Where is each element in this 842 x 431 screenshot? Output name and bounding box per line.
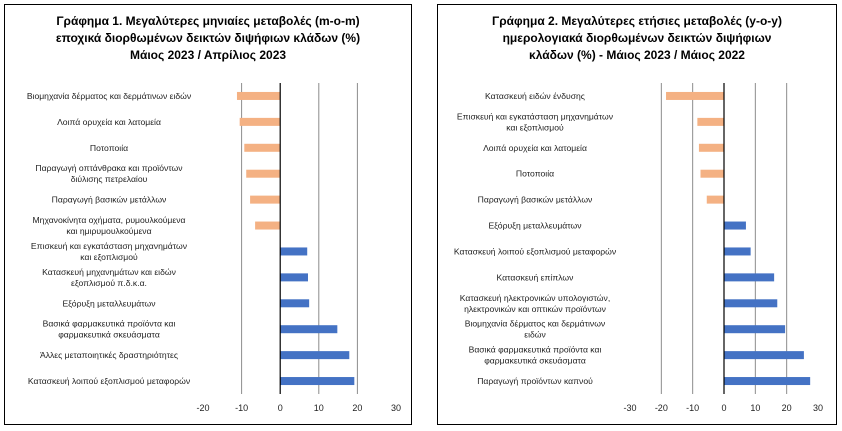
bar-6 [724,247,751,255]
x-tick-label-2: 0 [277,403,283,413]
bar-11 [724,377,810,385]
bar-0 [666,92,724,100]
x-tick-label-6: 30 [812,403,824,413]
bar-3 [246,170,280,178]
category-label-8-line-0: Εξόρυξη μεταλλευμάτων [62,298,156,309]
category-label-3 [516,169,554,179]
x-tick-label-1: -10 [235,403,249,413]
bar-6 [280,247,307,255]
x-tick-label-4: 10 [750,403,761,413]
category-label-8 [62,298,155,308]
bar-2 [244,144,280,152]
category-label-1-line-1: και εξοπλισμού [506,122,564,133]
category-label-1-line-0: Επισκευή και εγκατάσταση μηχανημάτων [456,111,614,122]
bar-3 [701,170,725,178]
bar-9 [724,325,785,333]
category-label-4 [52,195,167,205]
bar-10 [280,351,349,359]
category-label-10-line-0: Άλλες μεταποιητικές δραστηριότητες [39,350,179,361]
category-label-11-line-0: Παραγωγή προϊόντων καπνού [477,376,593,387]
category-label-10-line-1: φαρμακευτικά σκευάσματα [484,355,586,366]
category-label-5-line-0: Μηχανοκίνητα οχήματα, ρυμουλκούμενα [32,215,186,226]
bar-1 [697,118,724,126]
chart-title-2-line-3: κλάδων (%) - Μάιος 2023 / Μάιος 2022 [529,48,745,62]
category-label-9 [465,319,605,340]
bar-10 [724,351,804,359]
category-label-5 [488,221,581,231]
category-label-8 [460,293,610,314]
category-label-0-line-0: Κατασκευή ειδών ένδυσης [485,90,585,101]
category-label-6 [31,241,187,262]
chart-panel-1 [4,4,412,425]
bar-chart-2 [438,5,838,426]
category-label-5 [33,215,186,236]
category-label-11-line-0: Κατασκευή λοιπού εξοπλισμού μεταφορών [27,376,191,387]
bar-1 [240,118,281,126]
category-label-6-line-0: Κατασκευή λοιπού εξοπλισμού μεταφορών [453,246,617,257]
x-tick-label-2: -10 [686,403,700,413]
category-label-7-line-0: Κατασκευή επίπλων [496,272,574,283]
category-label-5-line-0: Εξόρυξη μεταλλευμάτων [488,220,582,231]
bar-5 [255,222,280,230]
category-label-3-line-0: Ποτοποιία [515,168,555,179]
category-label-9-line-1: φαρμακευτικά σκευάσματα [58,329,160,340]
category-label-1 [457,111,613,132]
category-label-0 [485,91,585,101]
category-label-4-line-0: Παραγωγή βασικών μετάλλων [51,194,167,205]
category-label-2-line-0: Ποτοποιία [89,142,129,153]
category-label-2 [90,143,128,153]
category-label-8-line-0: Κατασκευή ηλεκτρονικών υπολογιστών, [459,292,611,303]
bar-7 [280,273,308,281]
bar-8 [724,299,777,307]
chart-title-1-line-1: Γράφημα 1. Μεγαλύτερες μηνιαίες μεταβολές (m-o-m) [56,14,360,28]
chart-panel-2 [437,4,837,425]
category-label-1-line-0: Λοιπά ορυχεία και λατομεία [57,116,161,127]
chart-title-2-line-2: ημερολογιακά διορθωμένων δεικτών διψήφιων [502,31,772,45]
category-label-11 [477,376,593,386]
category-label-4-line-0: Παραγωγή βασικών μετάλλων [477,194,593,205]
category-label-6 [454,246,616,256]
x-tick-label-1: -20 [654,403,668,413]
category-label-2 [483,143,587,153]
category-label-2-line-0: Λοιπά ορυχεία και λατομεία [483,142,587,153]
category-label-8-line-1: ηλεκτρονικών και οπτικών προϊόντων [464,303,606,314]
category-label-5-line-1: και ημιρυμουλκούμενα [66,226,152,237]
x-tick-label-4: 20 [352,403,363,413]
chart-title-2-line-1: Γράφημα 2. Μεγαλύτερες ετήσιες μεταβολές (y-o-y) [492,14,782,28]
bar-11 [280,377,354,385]
category-label-3-line-0: Παραγωγή οπτάνθρακα και προϊόντων [35,163,183,174]
bar-2 [699,144,724,152]
category-label-9 [43,319,176,340]
category-label-0-line-0: Βιομηχανία δέρματος και δερμάτινων ειδών [26,90,192,101]
bar-4 [250,196,280,204]
category-label-11 [28,376,190,386]
x-tick-label-5: 20 [781,403,792,413]
category-label-1 [57,117,161,127]
category-label-7-line-1: εξοπλισμού π.δ.κ.α. [71,277,147,288]
x-tick-label-3: 0 [721,403,727,413]
category-label-10 [469,345,602,366]
x-tick-label-0: -20 [196,403,210,413]
x-tick-label-3: 10 [313,403,324,413]
category-label-4 [478,195,593,205]
x-tick-label-5: 30 [390,403,402,413]
category-label-0 [27,91,191,101]
category-label-9-line-1: ειδών [524,329,546,340]
bar-5 [724,222,746,230]
bar-7 [724,273,774,281]
category-label-7 [42,267,176,288]
category-label-10-line-0: Βασικά φαρμακευτικά προϊόντα και [468,344,602,355]
bar-9 [280,325,337,333]
category-label-6-line-1: και εξοπλισμού [80,251,138,262]
x-tick-label-0: -30 [623,403,637,413]
chart-title-1-line-2: εποχικά διορθωμένων δεικτών διψήφιων κλάδων (%) [55,31,361,45]
category-label-7-line-0: Κατασκευή μηχανημάτων και ειδών [42,266,176,277]
category-label-6-line-0: Επισκευή και εγκατάσταση μηχανημάτων [30,240,188,251]
chart-title-1-line-3: Μάιος 2023 / Απρίλιος 2023 [129,48,287,62]
category-label-3-line-1: διύλισης πετρελαίου [70,174,148,185]
category-label-9-line-0: Βιομηχανία δέρματος και δερμάτινων [464,318,606,329]
category-label-3 [35,163,182,184]
category-label-9-line-0: Βασικά φαρμακευτικά προϊόντα και [42,318,176,329]
bar-8 [280,299,309,307]
bar-0 [237,92,280,100]
category-label-10 [40,350,178,360]
bar-4 [707,196,724,204]
bar-chart-1 [5,5,413,426]
category-label-7 [497,272,574,282]
